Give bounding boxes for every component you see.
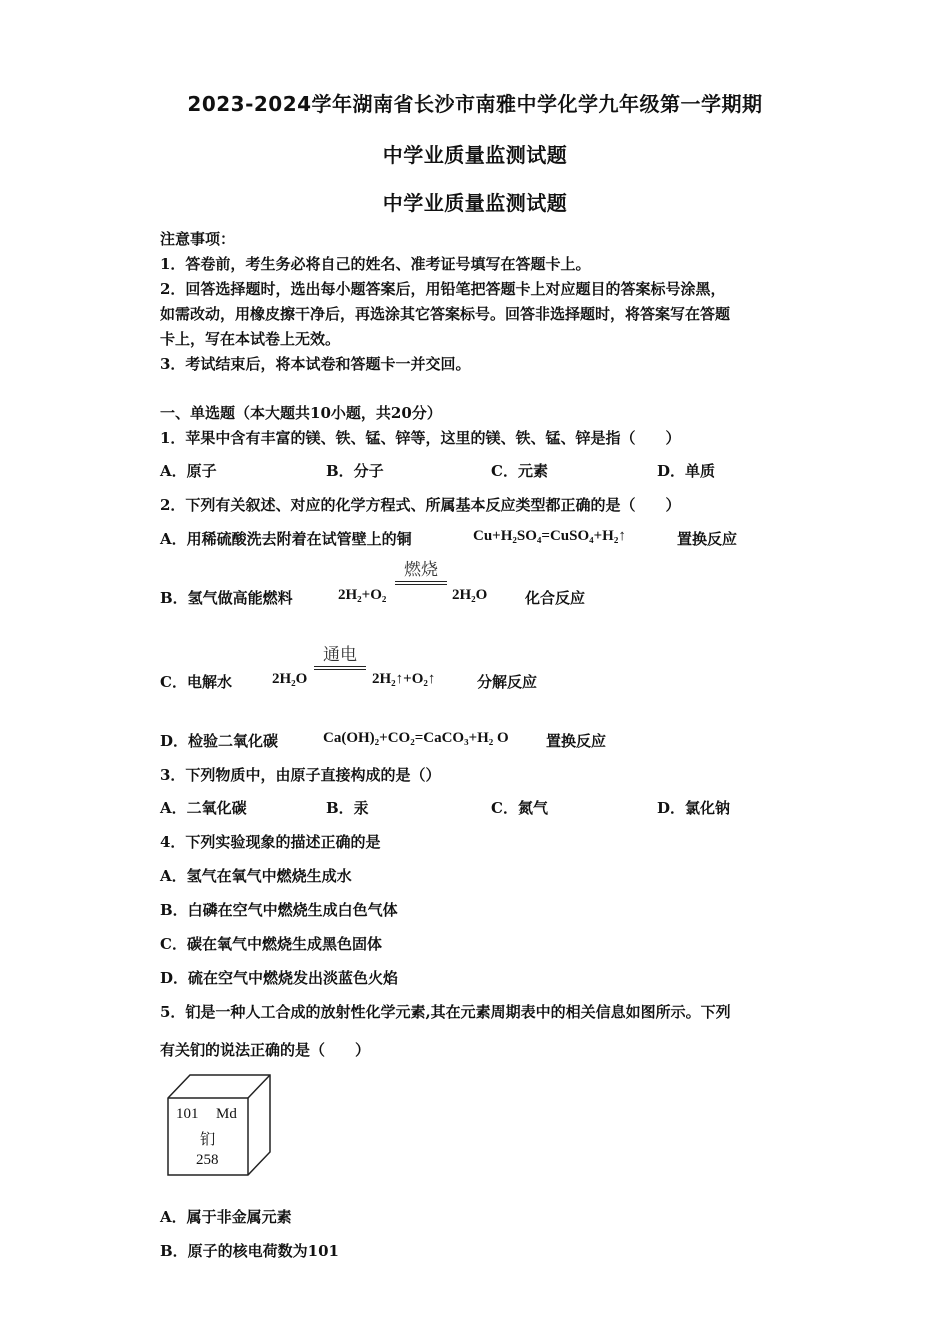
q3-option-b[interactable]: B．汞	[326, 799, 369, 817]
q2-option-a-type: 置换反应	[677, 530, 738, 548]
q2-option-c-right: 2H₂↑+O₂↑	[372, 671, 436, 687]
q4-option-c[interactable]: C．碳在氧气中燃烧生成黑色固体	[160, 935, 382, 953]
q2-option-a-equation: Cu+H₂SO₄=CuSO₄+H₂↑	[473, 528, 626, 544]
equals-bar	[395, 581, 447, 585]
q3-option-a[interactable]: A．二氧化碳	[160, 799, 247, 817]
q2-option-c-condition	[314, 644, 366, 670]
q2-option-d-equation: Ca(OH)₂+CO₂=CaCO₃+H₂ O	[323, 730, 509, 746]
notice-item: 卡上，写在本试卷上无效。	[160, 330, 341, 348]
q2-option-b-condition	[395, 559, 447, 585]
q1-option-a[interactable]: A．原子	[160, 462, 217, 480]
section-heading: 一、单选题（本大题共10小题，共20分）	[160, 404, 442, 422]
q2-option-b-label[interactable]: B．氢气做高能燃料	[160, 589, 293, 607]
notice-heading: 注意事项：	[160, 230, 236, 248]
condition-label: 燃烧	[404, 560, 438, 580]
exam-title-line1: 2023-2024学年湖南省长沙市南雅中学化学九年级第一学期期	[187, 92, 763, 116]
q4-option-b[interactable]: B．白磷在空气中燃烧生成白色气体	[160, 901, 398, 919]
q2-stem: 2．下列有关叙述、对应的化学方程式、所属基本反应类型都正确的是（ ）	[160, 496, 681, 514]
q5-option-b[interactable]: B．原子的核电荷数为101	[160, 1242, 339, 1260]
q2-option-b-left: 2H₂+O₂	[338, 587, 387, 603]
condition-label: 通电	[323, 645, 357, 665]
notice-item: 1．答卷前，考生务必将自己的姓名、准考证号填写在答题卡上。	[160, 255, 591, 273]
notice-item: 2．回答选择题时，选出每小题答案后，用铅笔把答题卡上对应题目的答案标号涂黑，	[160, 280, 726, 298]
q5-option-a[interactable]: A．属于非金属元素	[160, 1208, 292, 1226]
q2-option-c-label[interactable]: C．电解水	[160, 673, 232, 691]
q4-option-a[interactable]: A．氢气在氧气中燃烧生成水	[160, 867, 352, 885]
notice-item: 如需改动，用橡皮擦干净后，再选涂其它答案标号。回答非选择题时，将答案写在答题	[160, 305, 731, 323]
q4-option-d[interactable]: D．硫在空气中燃烧发出淡蓝色火焰	[160, 969, 399, 987]
q2-option-d-label[interactable]: D．检验二氧化碳	[160, 732, 279, 750]
equals-bar	[314, 666, 366, 670]
exam-title-line2: 中学业质量监测试题	[382, 143, 568, 167]
element-card-figure	[160, 1072, 276, 1178]
q2-option-a-label[interactable]: A．用稀硫酸洗去附着在试管壁上的铜	[160, 530, 412, 548]
q1-option-c[interactable]: C．元素	[491, 462, 548, 480]
q5-stem: 5．钔是一种人工合成的放射性化学元素,其在元素周期表中的相关信息如图所示。下列	[160, 1003, 731, 1021]
exam-title-line3: 中学业质量监测试题	[382, 191, 568, 215]
element-symbol: Md	[216, 1106, 237, 1122]
q5-stem-continued: 有关钔的说法正确的是（ ）	[160, 1041, 371, 1059]
q1-stem: 1．苹果中含有丰富的镁、铁、锰、锌等，这里的镁、铁、锰、锌是指（ ）	[160, 429, 681, 447]
q3-option-d[interactable]: D．氯化钠	[657, 799, 731, 817]
q3-stem: 3．下列物质中，由原子直接构成的是（）	[160, 766, 441, 784]
q1-option-d[interactable]: D．单质	[657, 462, 716, 480]
q3-option-c[interactable]: C．氮气	[491, 799, 548, 817]
q2-option-b-right: 2H₂O	[452, 587, 488, 603]
q2-option-c-type: 分解反应	[477, 673, 538, 691]
element-atomic-number: 101	[176, 1106, 199, 1122]
q2-option-d-type: 置换反应	[546, 732, 607, 750]
q1-option-b[interactable]: B．分子	[326, 462, 384, 480]
element-name: 钔	[200, 1130, 216, 1148]
q4-stem: 4．下列实验现象的描述正确的是	[160, 833, 381, 851]
q2-option-b-type: 化合反应	[525, 589, 586, 607]
element-atomic-mass: 258	[196, 1152, 219, 1168]
q2-option-c-left: 2H₂O	[272, 671, 308, 687]
notice-item: 3．考试结束后，将本试卷和答题卡一并交回。	[160, 355, 471, 373]
